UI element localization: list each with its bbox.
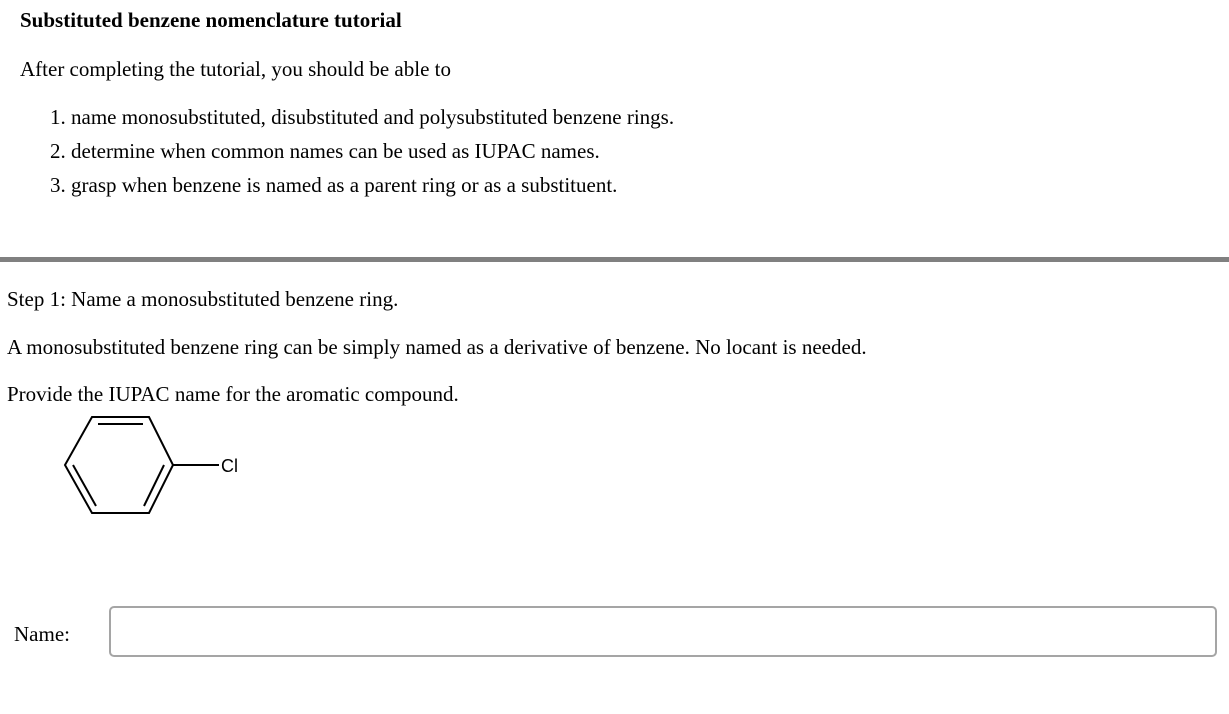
learning-goals-list xyxy=(50,104,674,206)
learning-goal-item: 2. determine when common names can be used as IUPAC names. xyxy=(50,139,600,163)
tutorial-title: Substituted benzene nomenclature tutorial xyxy=(20,8,402,32)
benzene-ring xyxy=(65,417,173,513)
tutorial-lead: After completing the tutorial, you should be able to xyxy=(20,57,451,81)
step-description: A monosubstituted benzene ring can be simply named as a derivative of benzene. No locant is needed. xyxy=(7,335,867,359)
question-prompt: Provide the IUPAC name for the aromatic compound. xyxy=(7,382,459,406)
chlorobenzene-structure xyxy=(55,405,255,525)
iupac-name-input[interactable] xyxy=(109,606,1217,657)
section-divider xyxy=(0,257,1229,262)
step-title: Step 1: Name a monosubstituted benzene ring. xyxy=(7,287,399,311)
answer-label: Name: xyxy=(14,622,70,646)
learning-goal-item: 1. name monosubstituted, disubstituted and polysubstituted benzene rings. xyxy=(50,105,675,129)
double-bond-lower-right xyxy=(144,465,164,506)
learning-goal-item: 3. grasp when benzene is named as a parent ring or as a substituent. xyxy=(50,173,618,197)
chlorine-atom-label: Cl xyxy=(221,456,238,476)
